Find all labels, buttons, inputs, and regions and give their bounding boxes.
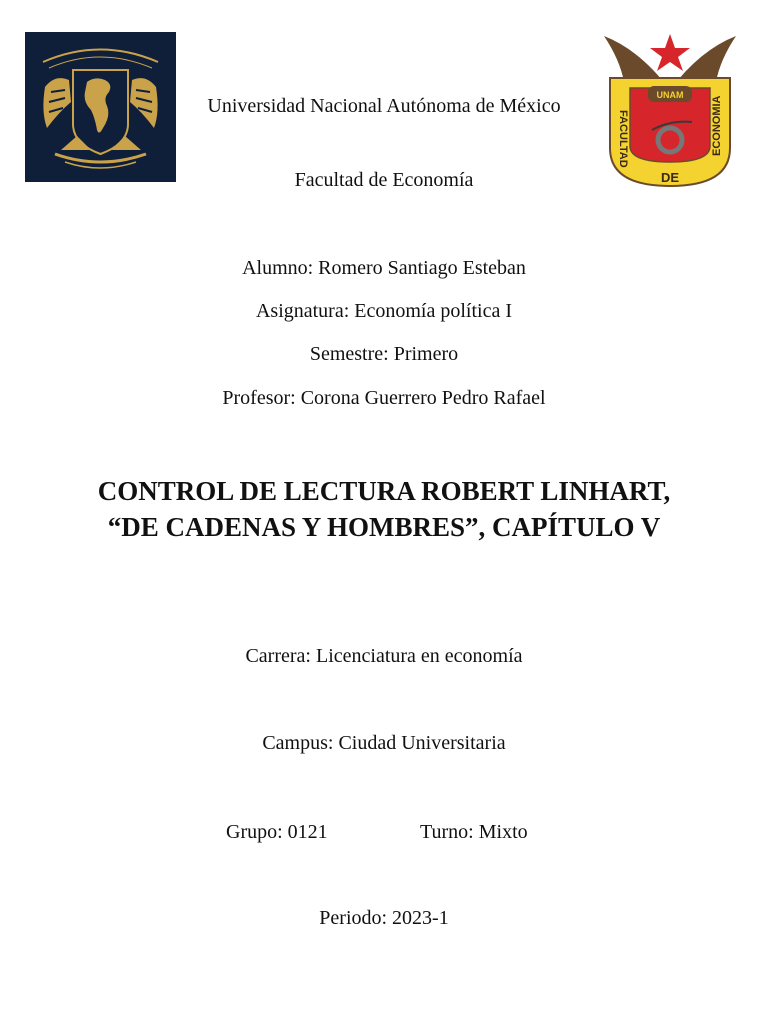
document-title: CONTROL DE LECTURA ROBERT LINHART, “DE CADENAS Y HOMBRES”, CAPÍTULO V — [97, 476, 671, 542]
facultad-economia-logo — [600, 30, 740, 190]
svg-text:DE: DE — [660, 170, 680, 185]
university-name: Universidad Nacional Autónoma de México — [207, 95, 561, 117]
svg-text:UNAM: UNAM — [656, 90, 684, 100]
campus-line: Campus: Ciudad Universitaria — [262, 732, 506, 754]
svg-text:FACULTAD: FACULTAD — [617, 110, 629, 168]
carrera-line: Carrera: Licenciatura en economía — [245, 645, 523, 667]
unam-seal-logo — [25, 32, 176, 182]
alumno-line: Alumno: Romero Santiago Esteban — [242, 257, 526, 279]
periodo-line: Periodo: 2023-1 — [319, 907, 449, 929]
semestre-line: Semestre: Primero — [309, 343, 459, 365]
faculty-name: Facultad de Economía — [294, 169, 474, 191]
turno-line: Turno: Mixto — [420, 821, 528, 843]
asignatura-line: Asignatura: Economía política I — [255, 300, 513, 322]
profesor-line: Profesor: Corona Guerrero Pedro Rafael — [222, 387, 546, 409]
grupo-line: Grupo: 0121 — [226, 821, 328, 843]
svg-text:ECONOMIA: ECONOMIA — [711, 95, 723, 156]
